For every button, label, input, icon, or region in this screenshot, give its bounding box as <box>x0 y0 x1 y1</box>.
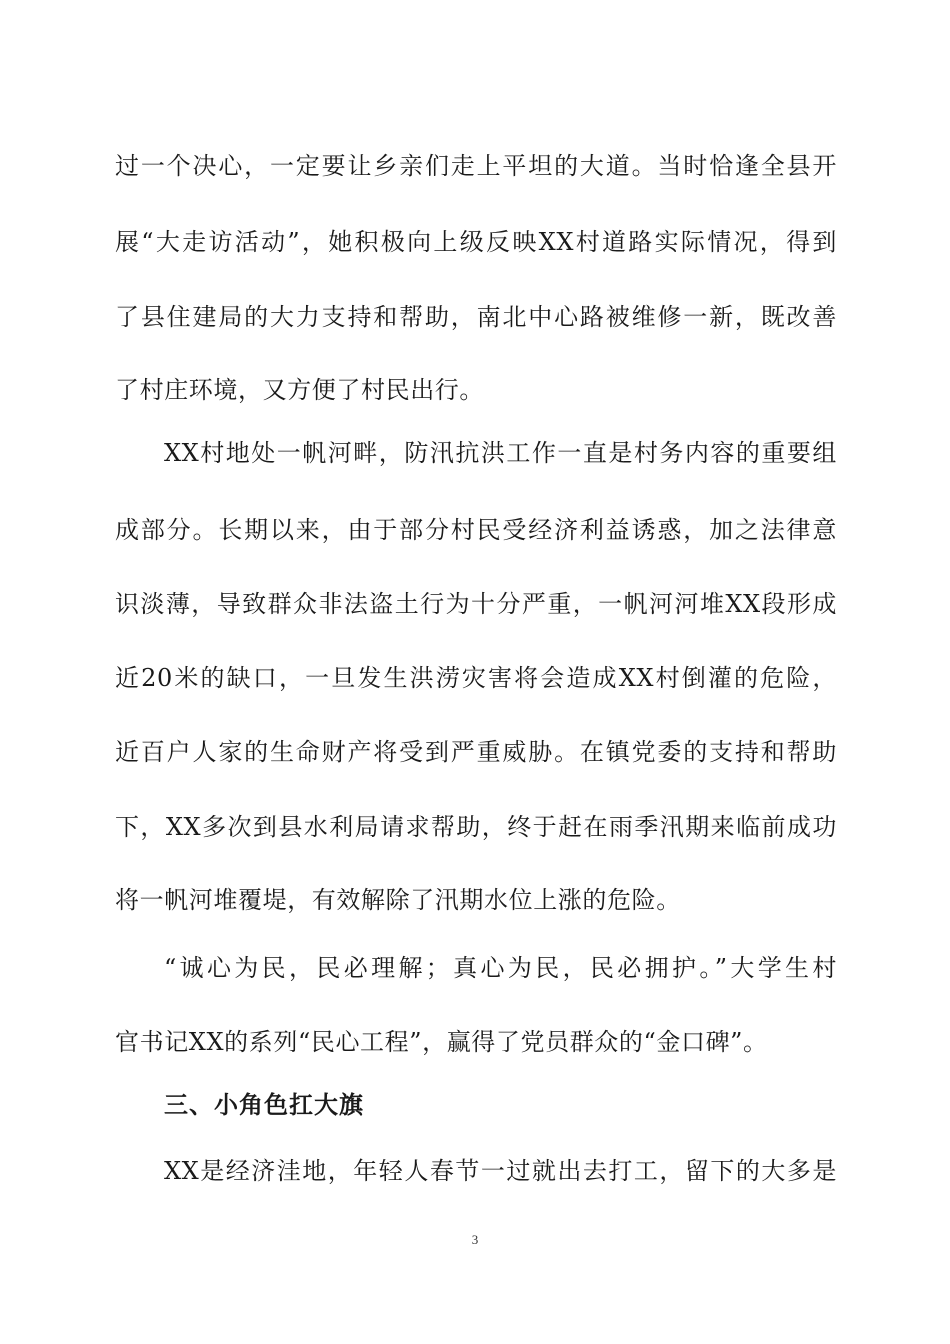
paragraph-line: 下，XX多次到县水利局请求帮助，终于赶在雨季汛期来临前成功 <box>115 813 837 841</box>
paragraph-line: 了县住建局的大力支持和帮助，南北中心路被维修一新，既改善 <box>115 303 837 331</box>
paragraph-line: 官书记XX的系列“民心工程”，赢得了党员群众的“金口碑”。 <box>115 1028 768 1056</box>
paragraph-line: 将一帆河堆覆堤，有效解除了汛期水位上涨的危险。 <box>115 886 681 914</box>
paragraph-line: 展“大走访活动”，她积极向上级反映XX村道路实际情况，得到 <box>115 228 837 256</box>
paragraph-line: 过一个决心，一定要让乡亲们走上平坦的大道。当时恰逢全县开 <box>115 152 837 180</box>
section-heading: 三、小角色扛大旗 <box>164 1091 364 1119</box>
paragraph-line: “诚心为民，民必理解；真心为民，民必拥护。”大学生村 <box>164 954 837 982</box>
paragraph-line: 成部分。长期以来，由于部分村民受经济利益诱惑，加之法律意 <box>115 516 837 544</box>
paragraph-line: XX是经济洼地，年轻人春节一过就出去打工，留下的大多是 <box>164 1157 837 1185</box>
page-number: 3 <box>471 1232 479 1247</box>
paragraph-line: XX村地处一帆河畔，防汛抗洪工作一直是村务内容的重要组 <box>164 439 837 467</box>
paragraph-line: 近百户人家的生命财产将受到严重威胁。在镇党委的支持和帮助 <box>115 738 837 766</box>
paragraph-line: 近20米的缺口，一旦发生洪涝灾害将会造成XX村倒灌的危险， <box>115 664 837 692</box>
paragraph-line: 识淡薄，导致群众非法盗土行为十分严重，一帆河河堆XX段形成 <box>115 590 837 618</box>
paragraph-line: 了村庄环境，又方便了村民出行。 <box>115 376 484 404</box>
